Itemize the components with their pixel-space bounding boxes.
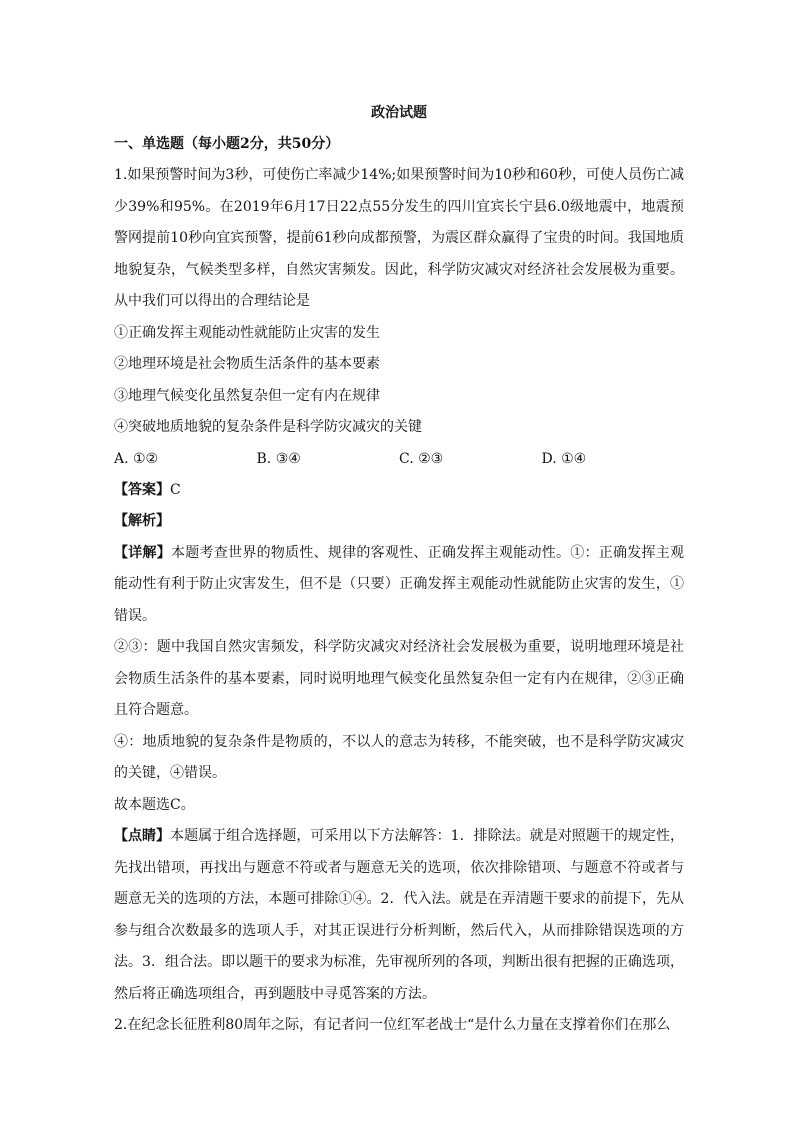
question-1-stem: 1.如果预警时间为3秒，可使伤亡率减少14%;如果预警时间为10秒和60秒，可使人员伤亡减少39%和95%。在2019年6月17日22点55分发生的四川宜宾长宁县6.0级地震中，地震预警网提前10秒向宜宾预警，提前61秒向成都预警，为震区群众赢得了宝贵的时间。我国地质地貌复杂，气候类型多样，自然灾害频发。因此，科学防灾减灾对经济社会发展极为重要。从中我们可以得出的合理结论是 <box>114 167 684 309</box>
detail-text-1: 本题考查世界的物质性、规律的客观性、正确发挥主观能动性。①：正确发挥主观能动性有利于防止灾害发生，但不是（只要）正确发挥主观能动性就能防止灾害的发生，①错误。 <box>114 544 685 624</box>
detail-label: 【详解】 <box>114 544 172 561</box>
option-c: C. ②③ <box>399 450 444 467</box>
statement-1: ①正确发挥主观能动性就能防止灾害的发生 <box>114 324 380 341</box>
detail-paragraph-4: 故本题选C。 <box>114 796 195 813</box>
statement-2: ②地理环境是社会物质生活条件的基本要素 <box>114 356 380 372</box>
option-d: D. ①④ <box>541 450 587 467</box>
question-2-stem: 2.在纪念长征胜利80周年之际，有记者问一位红军老战士“是什么力量在支撑着你们在那么 <box>114 1017 671 1033</box>
detail-paragraph-2: ②③：题中我国自然灾害频发，科学防灾减灾对经济社会发展极为重要，说明地理环境是社会物质生活条件的基本要素，同时说明地理气候变化虽然复杂但一定有内在规律，②③正确且符合题意。 <box>114 639 684 718</box>
answer-options <box>114 444 684 475</box>
answer-value: C <box>170 481 181 498</box>
page-title: 政治试题 <box>371 105 427 121</box>
analysis-label: 【解析】 <box>114 513 170 529</box>
detail-paragraph-1 <box>114 538 684 633</box>
statement-4: ④突破地质地貌的复杂条件是科学防灾减灾的关键 <box>114 419 422 435</box>
section-heading: 一、单选题（每小题2分，共50分） <box>114 136 340 152</box>
tip-paragraph <box>114 821 684 1010</box>
option-b: B. ③④ <box>256 450 301 467</box>
statement-3: ③地理气候变化虽然复杂但一定有内在规律 <box>114 387 380 404</box>
analysis-line <box>114 506 684 538</box>
tip-label: 【点睛】 <box>114 828 171 844</box>
answer-label: 【答案】 <box>114 481 170 498</box>
tip-text: 本题属于组合选择题，可采用以下方法解答：1．排除法。就是对照题干的规定性，先找出错项，再找出与题意不符或者与题意无关的选项，依次排除错项、与题意不符或者与题意无关的选项的方法，本题可排除①④。2．代入法。就是在弄清题干要求的前提下，先从参与组合次数最多的选项人手，对其正误进行分析判断，然后代入，从而排除错误选项的方法。3．组合法。即以题干的要求为标准，先审视所列的各项，判断出很有把握的正确选项，然后将正确选项组合，再到题肢中寻觅答案的方法。 <box>114 828 684 1002</box>
exam-page <box>114 92 684 1042</box>
detail-paragraph-3: ④：地质地貌的复杂条件是物质的，不以人的意志为转移，不能突破，也不是科学防灾减灾的关键，④错误。 <box>114 733 684 781</box>
answer-line <box>114 475 684 507</box>
option-a: A. ①② <box>114 450 159 467</box>
